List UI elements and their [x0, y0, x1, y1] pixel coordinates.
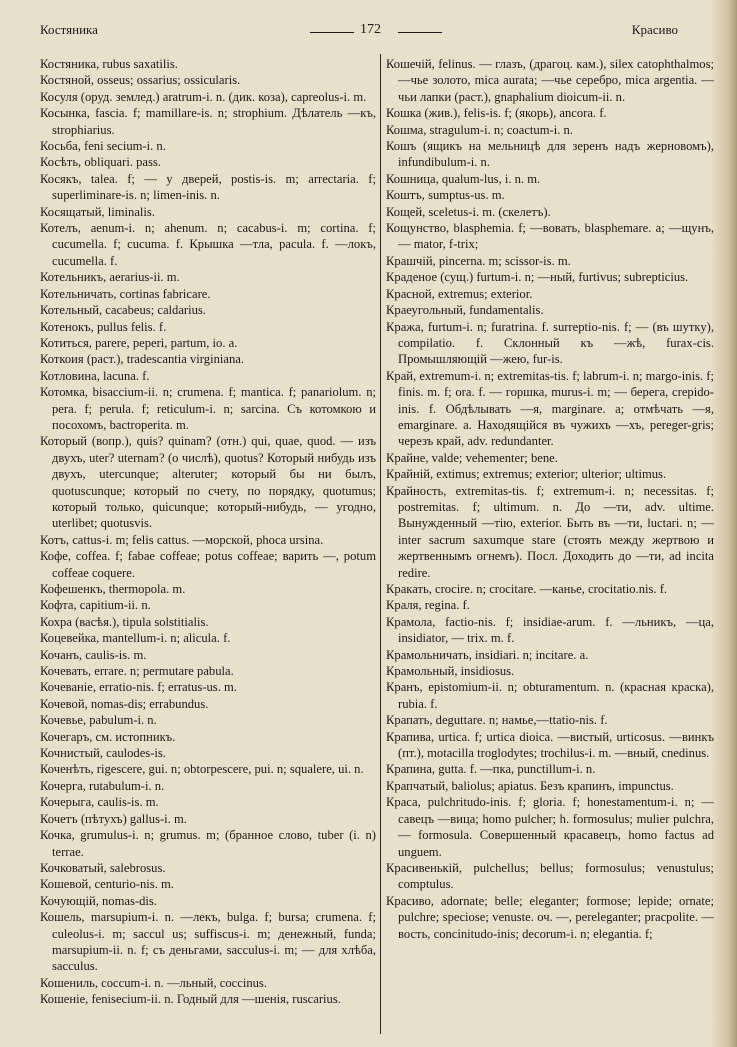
dictionary-entry: Кочерга, rutabulum-i. n.: [40, 778, 165, 793]
dictionary-entry: Косынка, fascia. f; mamillare-is. n; strophium. Дѣлатель —къ, strophiarius.: [40, 106, 376, 137]
dictionary-entry: Краеугольный, fundamentalis.: [386, 303, 544, 318]
dictionary-entry: Кошель, marsupium-i. n. —лекъ, bulga. f; bursa; crumena. f; culeolus-i. m; saccul us; suffiscus-i. m; денежный, funda; marsupium-ii. n. f; съ деньгами, sacculus-i. m; — для хлѣба, sacculus.: [40, 910, 376, 974]
dictionary-entry: Кочетъ (пѣтухъ) gallus-i. m.: [40, 811, 187, 826]
dictionary-entry: Кочнистый, caulodes-is.: [40, 746, 166, 761]
dictionary-entry: Кочующій, nomas-dis.: [40, 893, 157, 908]
dictionary-entry: Коченѣть, rigescere, gui. n; obtorpescere, pui. n; squalere, ui. n.: [40, 762, 364, 777]
dictionary-entry: Котъ, cattus-i. m; felis cattus. —морской, phoca ursina.: [40, 532, 324, 547]
dictionary-entry: Котелъ, aenum-i. n; ahenum. n; cacabus-i. m; cortina. f; cucumella. f; cucuma. f. Крышка —тла, pacula. f. —локъ, cucumella. f.: [40, 221, 376, 268]
dictionary-entry: Крамольничать, insidiari. n; incitare. a.: [386, 647, 589, 662]
dictionary-entry: Кочерыга, caulis-is. m.: [40, 795, 159, 810]
dictionary-entry: Кочевой, nomas-dis; errabundus.: [40, 696, 209, 711]
dictionary-entry: Краденое (сущ.) furtum-i. n; —ный, furtivus; subrepticius.: [386, 270, 689, 285]
dictionary-entry: Кошница, qualum-lus, i. n. m.: [386, 171, 541, 186]
dictionary-entry: Крайность, extremitas-tis. f; extremum-i. n; necessitas. f; postremitas. f; ultimum. n. До —ти, adv. ultime. Вынужденный —тію, exterior. Быть въ —ти, luctari. n; — inter sacrum saxumque stare (стоять между жертвою и жертвеннымъ огнемъ). Посл. Доходить до —ти, ad incita redire.: [386, 483, 714, 580]
dictionary-entry: Кочка, grumulus-i. n; grumus. m; (бранное слово, tuber (i. n) terrae.: [40, 828, 376, 859]
dictionary-entry: Косякъ, talea. f; — у дверей, postis-is. m; arrectaria. f; superliminare-is. n; limen-inis. n.: [40, 171, 376, 203]
dictionary-entry: Красной, extremus; exterior.: [386, 286, 533, 301]
dictionary-entry: Красивенькій, pulchellus; bellus; formosulus; venustulus; comptulus.: [386, 860, 714, 892]
header-left-word: Костяника: [40, 22, 98, 37]
dictionary-entry: Кошка (жив.), felis-is. f; (якорь), ancora. f.: [386, 106, 607, 121]
dictionary-entry: Кранъ, epistomium-ii. n; obturamentum. n. (красная краска), rubia. f.: [386, 680, 714, 711]
dictionary-entry: Косьба, feni secium-i. n.: [40, 139, 166, 154]
dictionary-entry: Кофе, coffea. f; fabae coffeae; potus coffeae; варить —, potum coffeae coquere.: [40, 549, 376, 580]
dictionary-entry: Кочевать, errare. n; permutare pabula.: [40, 664, 234, 679]
dictionary-entry: Кража, furtum-i. n; furatrina. f. surreptio-nis. f; — (въ шутку), compilatio. f. Склонный къ —жѣ, furax-cis. Промышляющій —жею, fur-is.: [386, 319, 714, 367]
dictionary-entry: Кофта, capitium-ii. n.: [40, 598, 151, 613]
dictionary-entry: Кофешенкъ, thermopola. m.: [40, 582, 186, 596]
dictionary-entry: Косящатый, liminalis.: [40, 204, 155, 219]
dictionary-entry: Кощей, sceletus-i. m. (скелетъ).: [386, 204, 551, 219]
dictionary-entry: Кочеваніе, erratio-nis. f; erratus-us. m.: [40, 680, 237, 695]
dictionary-entry: Кочковатый, salebrosus.: [40, 860, 166, 875]
dictionary-entry: Краля, regina. f.: [386, 598, 470, 613]
dictionary-entry: Кошениль, coccum-i. n. —льный, coccinus.: [40, 975, 267, 990]
dictionary-entry: Кочевье, pabulum-i. n.: [40, 713, 157, 728]
dictionary-entry: Котомка, bisaccium-ii. n; crumena. f; mantica. f; panariolum. n; pera. f; perula. f; reticulum-i. n; sarcina. Съ котомкою и посохомъ, bactroperita. m.: [40, 385, 376, 432]
dictionary-entry: Крапчатый, baliolus; apiatus. Безъ крапинъ, impunctus.: [386, 778, 674, 793]
dictionary-entry: Котельникъ, aerarius-ii. m.: [40, 270, 180, 285]
dictionary-entry: Который (вопр.), quis? quinam? (отн.) qui, quae, quod. — изъ двухъ, uter? uternam? (о числѣ), quotus? Который нибудь изъ двухъ, utercunque; alteruter; который бы ни былъ, quotuscunque; который по счету, по порядку, quotumus; который только, quicunque; который-нибудь, — угодно, uterlibet; quotusvis.: [40, 434, 376, 531]
dictionary-entry: Кошеніе, fenisecium-ii. n. Годный для —шенія, ruscarius.: [40, 992, 341, 1007]
dictionary-entry: Котиться, parere, peperi, partum, io. a.: [40, 335, 238, 350]
header-rule-left: [310, 32, 354, 33]
dictionary-entry: Котельный, cacabeus; caldarius.: [40, 303, 206, 318]
dictionary-entry: Кракать, crocire. n; crocitare. —канье, crocitatio.nis. f.: [386, 582, 668, 596]
dictionary-entry: Котенокъ, pullus felis. f.: [40, 319, 167, 334]
header-rule-right: [398, 32, 442, 33]
dictionary-entry: Краса, pulchritudo-inis. f; gloria. f; honestamentum-i. n; —савецъ —вица; homo pulcher; h. formosulus; mulier pulchra, — formosula. Совершенный красавецъ, homo factus ad unguem.: [386, 795, 714, 859]
dictionary-entry: Кошъ (ящикъ на мельницѣ для зеренъ надъ жерновомъ), infundibulum-i. n.: [386, 139, 714, 170]
dictionary-entry: Костяника, rubus saxatilis.: [40, 57, 178, 71]
dictionary-entry: Крайне, valde; vehementer; bene.: [386, 450, 558, 465]
dictionary-entry: Котловина, lacuna. f.: [40, 368, 150, 383]
left-column: [40, 56, 376, 1008]
dictionary-entry: Крашчій, pincerna. m; scissor-is. m.: [386, 253, 571, 268]
dictionary-entry: Крамольный, insidiosus.: [386, 664, 515, 679]
page-header: [40, 22, 708, 42]
dictionary-entry: Котельничать, cortinas fabricare.: [40, 286, 211, 301]
header-right-word: Красиво: [631, 22, 678, 37]
dictionary-entry: Крамола, factio-nis. f; insidiae-arum. f. —льникъ, —ца, insidiator, — trix. m. f.: [386, 614, 714, 646]
dictionary-entry: Край, extremum-i. n; extremitas-tis. f; labrum-i. n; margo-inis. f; finis. m. f; ora. f. — горшка, murus-i. m; — берега, crepido-inis. f. Обдѣлывать —я, marginare. a; отмѣчать —я, emarginare. a. Находящійся въ чужихъ —хъ, pereger-gris; черезъ край, adv. redundanter.: [386, 368, 714, 449]
page-number: 172: [360, 22, 381, 37]
dictionary-entry: Крапива, urtica. f; urtica dioica. —вистый, urticosus. —винкъ (пт.), motacilla troglodytes; trochilus-i. m. —вный, cnedinus.: [386, 729, 714, 761]
dictionary-entry: Крайній, extimus; extremus; exterior; ulterior; ultimus.: [386, 467, 667, 482]
dictionary-entry: Коткоия (раст.), tradescantia virginiana.: [40, 352, 244, 367]
dictionary-entry: Косуля (оруд. землед.) aratrum-i. n. (дик. коза), capreolus-i. m.: [40, 89, 367, 104]
dictionary-entry: Красиво, adornate; belle; eleganter; formose; lepide; ornate; pulchre; speciose; venuste. оч. —, pereleganter; pracpolite. —вость, concinitudo-inis; decorum-i. n; elegantia. f;: [386, 893, 714, 941]
right-column: [386, 56, 714, 942]
dictionary-entry: Коштъ, sumptus-us. m.: [386, 188, 505, 203]
book-spine-shadow: [711, 0, 737, 1047]
dictionary-entry: Костяной, osseus; ossarius; ossicularis.: [40, 73, 241, 88]
column-divider: [380, 54, 381, 1034]
dictionary-entry: Крапать, deguttare. n; намье,—ttatio-nis. f.: [386, 713, 608, 728]
dictionary-entry: Косѣть, obliquari. pass.: [40, 155, 161, 170]
dictionary-entry: Кошма, stragulum-i. n; coactum-i. n.: [386, 122, 573, 137]
dictionary-entry: Кошечій, felinus. — глазъ, (драгоц. кам.), silex catophthalmos; —чье золото, mica aurata; —чье серебро, mica argentia. —чьи лапки (раст.), gnaphalium dioicum-ii. n.: [386, 57, 714, 104]
dictionary-entry: Кохра (васѣя.), tipula solstitialis.: [40, 614, 209, 629]
dictionary-entry: Крапина, gutta. f. —пка, punctillum-i. n.: [386, 762, 596, 777]
dictionary-entry: Кочегаръ, см. истопникъ.: [40, 729, 176, 744]
dictionary-entry: Кочанъ, caulis-is. m.: [40, 647, 147, 662]
dictionary-entry: Кошевой, centurio-nis. m.: [40, 877, 174, 892]
dictionary-entry: Кощунство, blasphemia. f; —вовать, blasphemare. a; —щунъ, — mator, f-trix;: [386, 221, 714, 252]
dictionary-entry: Коцевейка, mantellum-i. n; alicula. f.: [40, 631, 231, 646]
